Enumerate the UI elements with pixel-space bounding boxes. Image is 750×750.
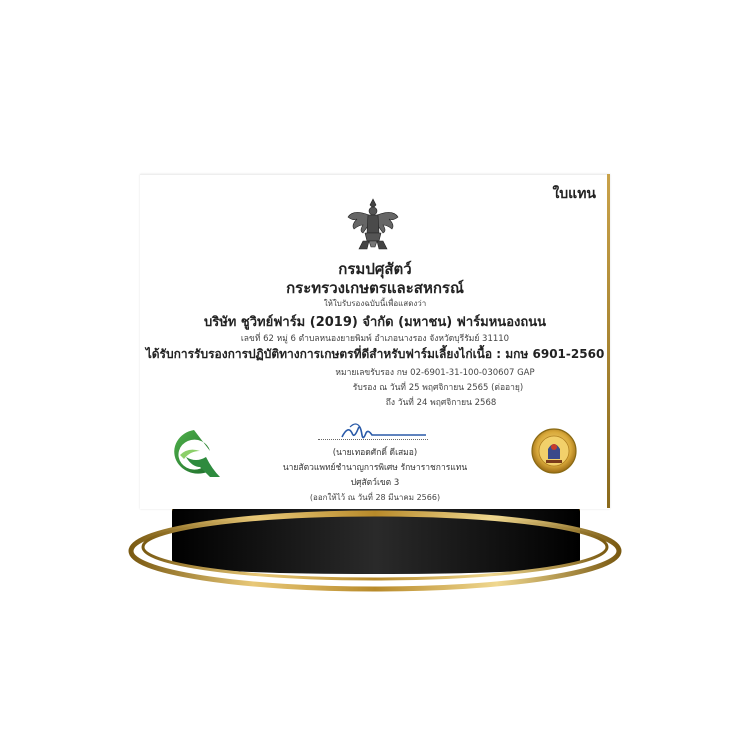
signature-rule xyxy=(318,439,428,440)
valid-until: ถึง วันที่ 24 พฤศจิกายน 2568 xyxy=(385,398,497,408)
signer-name: (นายเทอดศักดิ์ ดีเสมอ) xyxy=(332,448,418,458)
certified-statement: ได้รับการรับรองการปฏิบัติทางการเกษตรที่ดีสำหรับฟาร์มเลี้ยงไก่เนื้อ : มกษ 6901-2560 xyxy=(145,347,605,361)
company-name: บริษัท ชูวิทย์ฟาร์ม (2019) จำกัด (มหาชน) ฟาร์มหนองถนน xyxy=(203,315,546,330)
garuda-emblem-icon xyxy=(345,195,401,253)
replacement-label: ใบแทน xyxy=(552,186,596,202)
q-mark-logo-icon xyxy=(166,427,222,481)
department-name: กรมปศุสัตว์ xyxy=(338,260,412,278)
certificate-frame-edge xyxy=(607,174,610,508)
signer-position: นายสัตวแพทย์ชำนาญการพิเศษ รักษาราชการแทน xyxy=(282,463,468,473)
handwritten-signature xyxy=(338,419,428,445)
department-seal-icon xyxy=(530,427,578,475)
intro-text: ให้ใบรับรองฉบับนี้เพื่อแสดงว่า xyxy=(323,299,427,308)
ministry-name: กระทรวงเกษตรและสหกรณ์ xyxy=(286,279,464,297)
issue-date: (ออกให้ไว้ ณ วันที่ 28 มีนาคม 2566) xyxy=(309,493,441,502)
company-address: เลขที่ 62 หมู่ 6 ตำบลหนองยายพิมพ์ อำเภอนางรอง จังหวัดบุรีรัมย์ 31110 xyxy=(240,334,510,344)
certificate-number: หมายเลขรับรอง กษ 02-6901-31-100-030607 GAP xyxy=(335,368,535,378)
issued-on: รับรอง ณ วันที่ 25 พฤศจิกายน 2565 (ต่ออายุ) xyxy=(352,383,524,393)
certificate-card xyxy=(140,174,610,509)
signer-office: ปศุสัตว์เขต 3 xyxy=(350,478,400,488)
